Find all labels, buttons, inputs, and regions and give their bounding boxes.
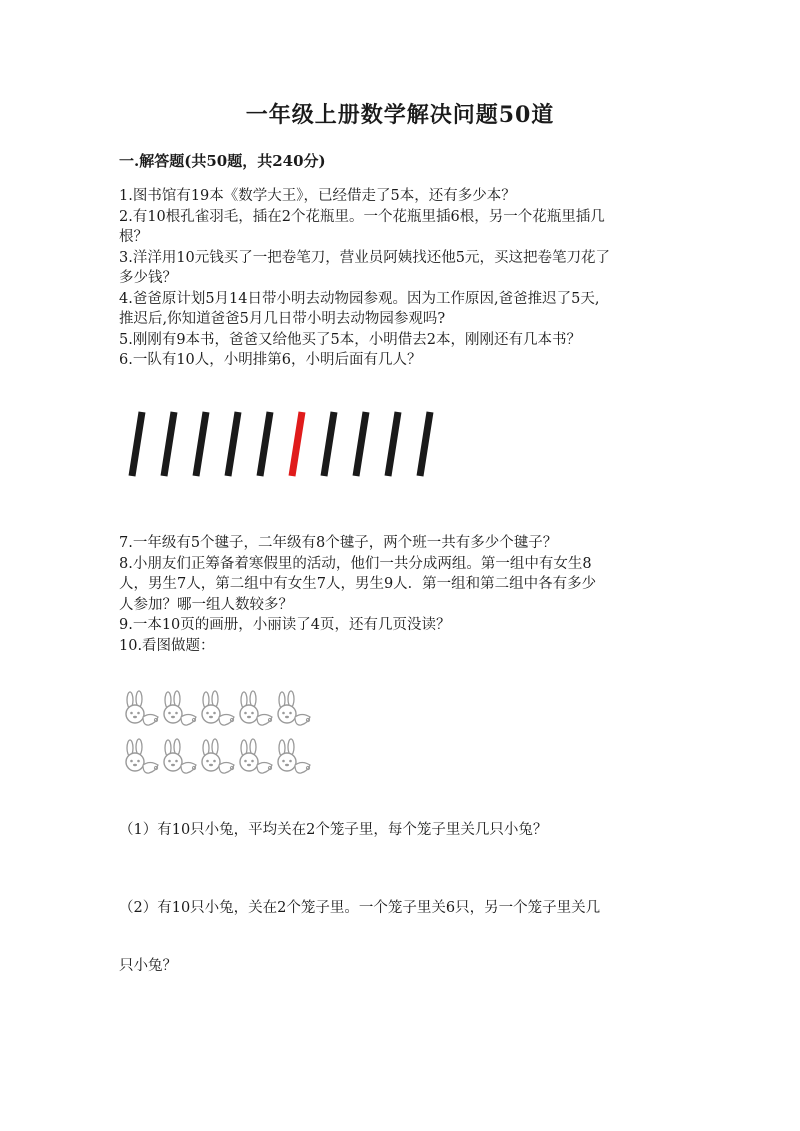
rabbit-icon	[278, 739, 310, 773]
question-line: 6.一队有10人，小明排第6，小明后面有几人？	[119, 352, 422, 368]
stick	[228, 412, 238, 476]
question-line: 人，男生7人，第二组中有女生7人，男生9人．第一组和第二组中各有多少	[119, 576, 597, 592]
stick	[260, 412, 270, 476]
question-5	[119, 330, 689, 351]
sub-question-2-line-2: 只小兔？	[119, 958, 177, 974]
rabbit-icon	[240, 691, 272, 725]
sticks-figure	[120, 406, 440, 482]
rabbit-icon	[202, 739, 234, 773]
stick	[324, 412, 334, 476]
question-10	[119, 636, 689, 657]
question-line: 1.图书馆有19本《数学大王》，已经借走了5本，还有多少本？	[119, 188, 516, 204]
stick	[164, 412, 174, 476]
question-6	[119, 350, 689, 371]
rabbit-icon	[126, 739, 158, 773]
question-2	[119, 207, 689, 248]
rabbit-icon	[278, 691, 310, 725]
stick	[356, 412, 366, 476]
question-9	[119, 615, 689, 636]
question-8	[119, 554, 689, 616]
question-7	[119, 533, 689, 554]
question-line: 7.一年级有5个毽子，二年级有8个毽子，两个班一共有多少个毽子？	[119, 535, 558, 551]
question-list-1-6	[119, 186, 689, 371]
sub-question-1: （1）有10只小兔，平均关在2个笼子里，每个笼子里关几只小兔？	[119, 822, 548, 838]
stick	[420, 412, 430, 476]
stick	[196, 412, 206, 476]
rabbits-figure	[119, 688, 319, 788]
question-line: 根？	[119, 229, 148, 245]
stick	[388, 412, 398, 476]
question-list-7-10	[119, 533, 689, 656]
question-4	[119, 289, 689, 330]
question-line: 人参加？哪一组人数较多？	[119, 596, 293, 613]
rabbit-icon	[164, 691, 196, 725]
question-1	[119, 186, 689, 207]
page-title: 一年级上册数学解决问题50道	[245, 102, 555, 128]
question-3	[119, 248, 689, 289]
rabbit-icon	[164, 739, 196, 773]
question-line: 2.有10根孔雀羽毛，插在2个花瓶里。一个花瓶里插6根，另一个花瓶里插几	[119, 208, 605, 225]
sub-question-2-line-1: （2）有10只小兔，关在2个笼子里。一个笼子里关6只，另一个笼子里关几	[119, 900, 601, 916]
question-line: 9.一本10页的画册，小丽读了4页，还有几页没读？	[119, 617, 451, 633]
question-line: 多少钱？	[119, 270, 177, 286]
question-line: 4.爸爸原计划5月14日带小明去动物园参观。因为工作原因,爸爸推迟了5天,	[119, 290, 600, 307]
question-line: 8.小朋友们正筹备着寒假里的活动，他们一共分成两组。第一组中有女生8	[119, 555, 592, 572]
rabbit-icon	[202, 691, 234, 725]
question-line: 3.洋洋用10元钱买了一把卷笔刀，营业员阿姨找还他5元，买这把卷笔刀花了	[119, 249, 611, 266]
question-line: 5.刚刚有9本书，爸爸又给他买了5本，小明借去2本，刚刚还有几本书？	[119, 331, 582, 348]
rabbit-icon	[240, 739, 272, 773]
rabbit-icon	[126, 691, 158, 725]
section-header: 一.解答题(共50题，共240分)	[119, 152, 326, 170]
question-line: 推迟后,你知道爸爸5月几日带小明去动物园参观吗?	[119, 311, 446, 327]
stick-highlighted	[292, 412, 302, 476]
question-line: 10.看图做题：	[119, 637, 215, 654]
stick	[132, 412, 142, 476]
